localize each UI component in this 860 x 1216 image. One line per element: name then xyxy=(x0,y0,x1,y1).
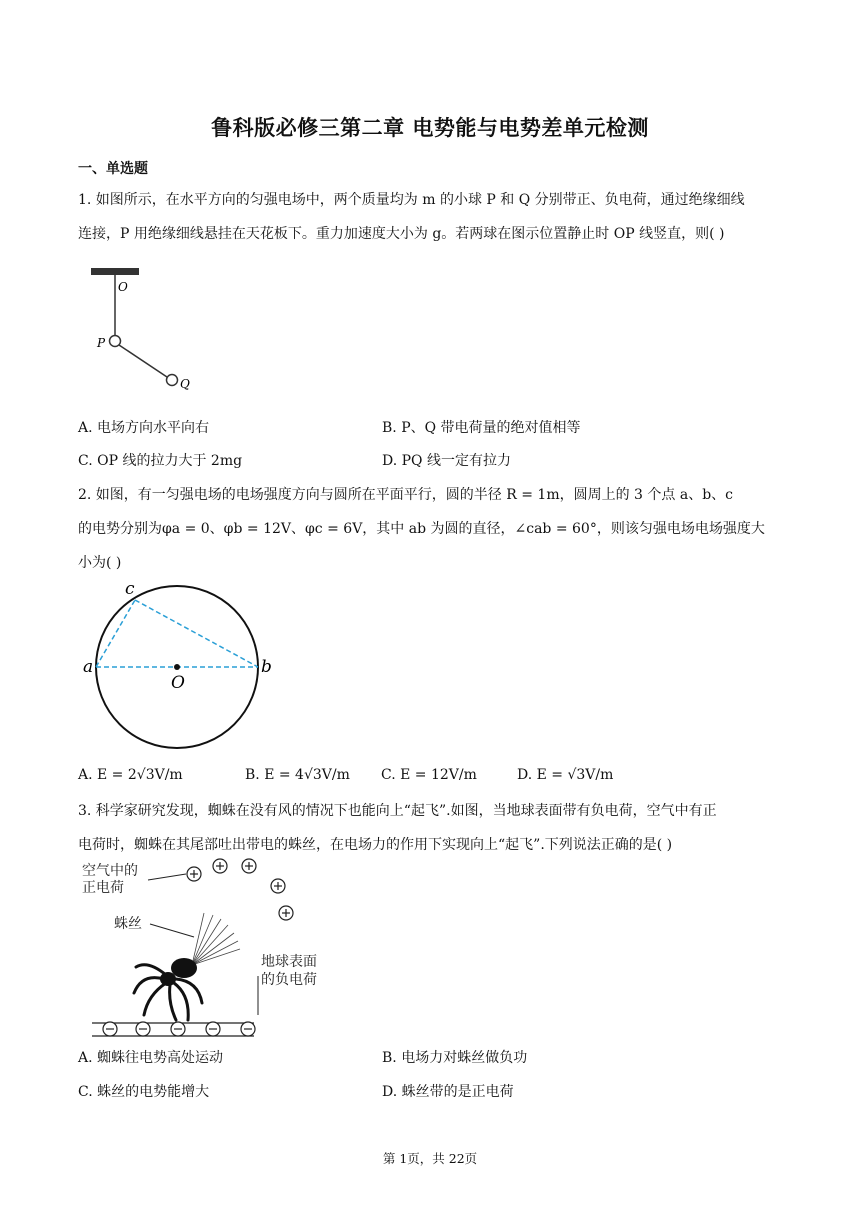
q1-stem-line1: 1. 如图所示，在水平方向的匀强电场中，两个质量均为 m 的小球 P 和 Q 分别带正、负电荷，通过绝缘细线 xyxy=(78,192,745,208)
silk-threads xyxy=(192,913,240,965)
chord-ac xyxy=(96,600,135,667)
thread-pq xyxy=(119,345,167,377)
q3-figure xyxy=(78,855,368,1040)
q1-figure xyxy=(88,264,208,399)
q1-option-c: C. OP 线的拉力大于 2mg xyxy=(78,453,243,469)
q3-option-a: A. 蜘蛛往电势高处运动 xyxy=(78,1050,224,1066)
q2-option-a: A. E = 2√3V/m xyxy=(78,767,183,783)
q3-stem-line2: 电荷时，蜘蛛在其尾部吐出带电的蛛丝，在电场力的作用下实现向上“起飞”.下列说法正确的是( ) xyxy=(78,837,673,853)
pointer-silk xyxy=(150,924,194,937)
label-ground-2: 的负电荷 xyxy=(261,972,317,988)
label-silk: 蛛丝 xyxy=(114,916,142,932)
q2-option-c: C. E = 12V/m xyxy=(381,767,477,783)
q2-stem-line3: 小为( ) xyxy=(78,555,122,571)
q2-option-d: D. E = √3V/m xyxy=(517,767,614,783)
center-dot xyxy=(174,664,180,670)
label-ground-1: 地球表面 xyxy=(261,954,317,970)
pointer-air xyxy=(148,874,186,880)
ball-q xyxy=(167,375,178,386)
label-air-charge-2: 正电荷 xyxy=(82,880,124,896)
label-q: Q xyxy=(180,377,190,391)
q1-option-b: B. P、Q 带电荷量的绝对值相等 xyxy=(382,420,581,436)
q2-stem-line1: 2. 如图，有一匀强电场的电场强度方向与圆所在平面平行，圆的半径 R = 1m，圆周上的 3 个点 a、b、c xyxy=(78,487,734,503)
page-footer: 第 1页，共 22页 xyxy=(382,1151,478,1166)
chord-cb xyxy=(135,600,258,667)
section-heading: 一、单选题 xyxy=(78,161,148,177)
q3-option-b: B. 电场力对蛛丝做负功 xyxy=(382,1050,528,1066)
page-title: 鲁科版必修三第二章 电势能与电势差单元检测 xyxy=(211,116,649,140)
label-o: O xyxy=(118,280,128,294)
q3-stem-line1: 3. 科学家研究发现，蜘蛛在没有风的情况下也能向上“起飞”.如图，当地球表面带有负电荷，空气中有正 xyxy=(78,803,717,819)
label-c: c xyxy=(125,579,135,599)
q3-option-c: C. 蛛丝的电势能增大 xyxy=(78,1084,210,1100)
q2-option-b: B. E = 4√3V/m xyxy=(245,767,350,783)
spider-icon xyxy=(134,958,202,1020)
positive-charges xyxy=(187,859,293,920)
label-p: P xyxy=(97,336,106,350)
q1-stem-line2: 连接，P 用绝缘细线悬挂在天花板下。重力加速度大小为 g。若两球在图示位置静止时 OP 线竖直，则( ) xyxy=(78,226,725,242)
q1-option-a: A. 电场方向水平向右 xyxy=(78,420,210,436)
label-air-charge-1: 空气中的 xyxy=(82,863,138,879)
ceiling xyxy=(91,268,139,275)
q3-option-d: D. 蛛丝带的是正电荷 xyxy=(382,1084,514,1100)
label-a: a xyxy=(83,657,94,677)
label-o: O xyxy=(171,673,185,693)
q2-figure xyxy=(78,572,278,762)
ball-p xyxy=(110,336,121,347)
q2-stem-line2: 的电势分别为φa = 0、φb = 12V、φc = 6V，其中 ab 为圆的直径，∠cab = 60°，则该匀强电场电场强度大 xyxy=(78,521,765,537)
q1-option-d: D. PQ 线一定有拉力 xyxy=(382,453,511,469)
label-b: b xyxy=(261,657,272,677)
